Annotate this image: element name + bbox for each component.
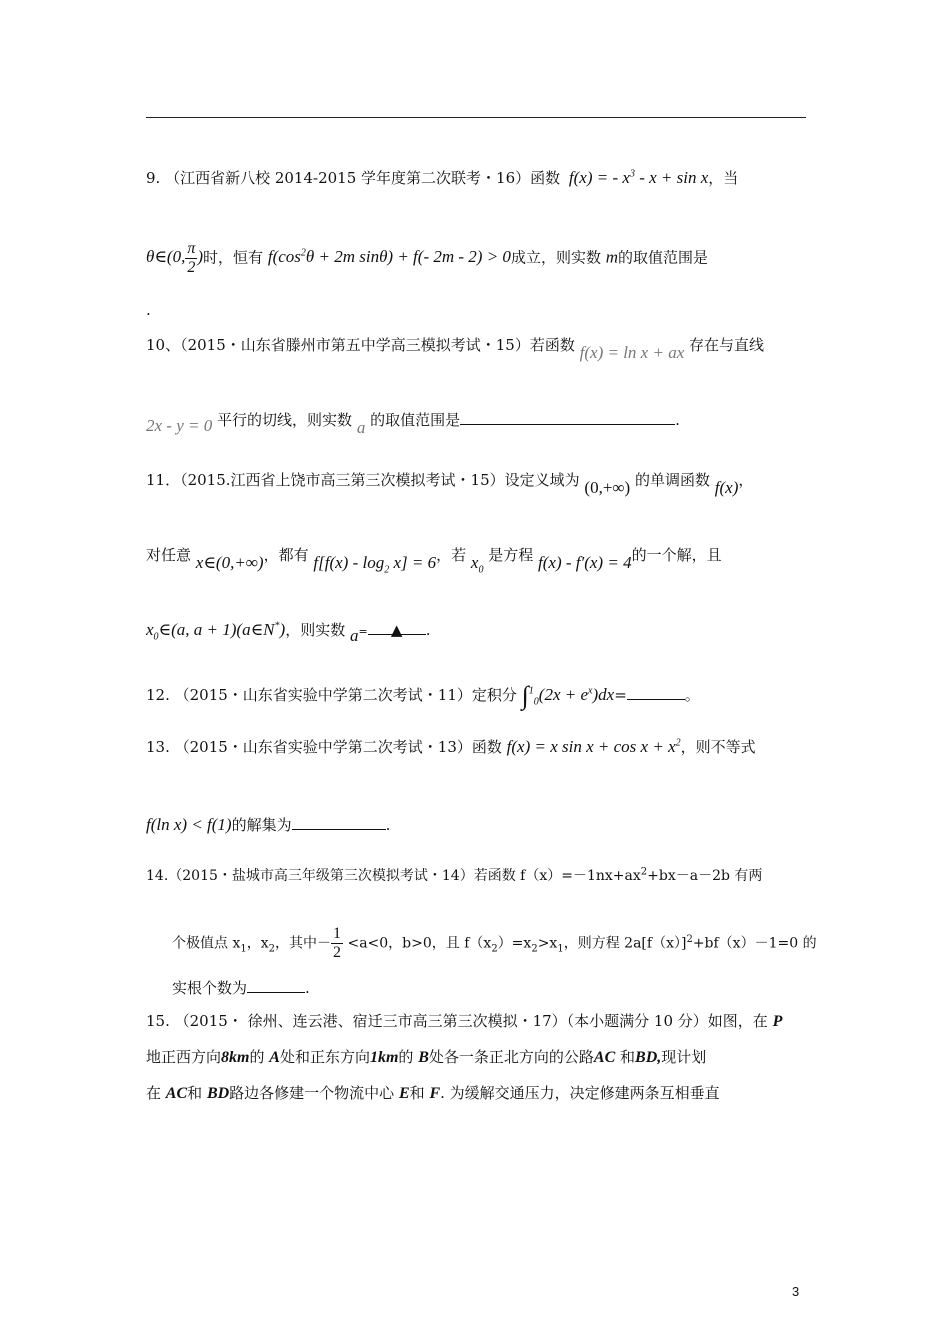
q11-answer-blank[interactable] bbox=[368, 620, 426, 639]
q11-line1: 11．（2015.江西省上饶市高三第三次模拟考试・15）设定义域为 (0,+∞) 的单调函数 f(x)， bbox=[146, 471, 754, 497]
q9-end-dot: . bbox=[146, 301, 151, 319]
q9-inequality: $f(\cos^2\theta + 2m$ sinθ) + f(- 2m - 2) > 0 bbox=[267, 247, 511, 267]
q13-line1: 13. （2015・山东省实验中学第二次考试・13）函数 f(x) = x $\sin x + \cos x + x^2$，则不等式 bbox=[146, 737, 756, 756]
q9-line2: θ∈(0, $\frac{\pi}{2}$ )时，恒有 $f(\cos^2\theta + 2m$ sinθ) + f(- 2m - 2) > 0成立，则实数 m的取值范围是 bbox=[146, 240, 709, 276]
q14-line3: 实根个数为 . bbox=[172, 979, 310, 997]
page-number: 3 bbox=[792, 1284, 800, 1299]
q13-function: f(x) = x $\sin x + \cos x + x^2$ bbox=[506, 737, 681, 756]
triangle-icon: ▲ bbox=[390, 621, 403, 639]
q13-line2: f(ln x) < f(1)的解集为 . bbox=[146, 815, 391, 834]
q15-line2: 地正西方向8km的 A处和正东方向1km的 B处各一条正北方向的公路AC 和BD,现计划 bbox=[146, 1048, 707, 1066]
q14-line2: 个极值点 $x_1$，$x_2$，其中－ $\frac{1}{2}$ <a<0，b>0，且 $f(x_2)=x_2>x_1$，则方程 $2a[f(x)]^2+bf(x)-1=0$ 的 bbox=[172, 925, 817, 961]
q13-answer-blank[interactable] bbox=[292, 815, 386, 830]
q15-line1: 15. （2015・ 徐州、连云港、宿迁三市高三第三次模拟・17）（本小题满分 10 分）如图，在 P bbox=[146, 1012, 783, 1030]
q10-line1: 10、（2015・山东省滕州市第五中学高三模拟考试・15）若函数 f(x) = ln x + ax 存在与直线 bbox=[146, 336, 765, 362]
q14-answer-blank[interactable] bbox=[247, 978, 305, 993]
q9-function: f(x) = - $x^3 - x + \sin x$ bbox=[568, 168, 709, 187]
q12-integral: $\int^1_0(2x + e^x)dx$ bbox=[521, 681, 615, 711]
q11-line3: $x_0\in(a$, a + 1)(a∈N*)，则实数 a= ▲ . bbox=[146, 620, 431, 645]
q10-function: f(x) = ln x + ax bbox=[579, 343, 685, 362]
q10-line2: 2x - y = 0 平行的切线，则实数 a 的取值范围是 . bbox=[146, 411, 680, 437]
q11-line2: 对任意 x∈(0,+∞)，都有 $f[f(x) - \log_2 x] = 6$，若 $x_0$ 是方程 f(x) - f′(x) = 4的一个解，且 bbox=[146, 546, 722, 576]
q15-line3: 在 AC和 BD路边各修建一个物流中心 E和 F. 为缓解交通压力，决定修建两条互相垂直 bbox=[146, 1084, 720, 1102]
q10-answer-blank[interactable] bbox=[460, 410, 675, 425]
q12-line: 12. （2015・山东省实验中学第二次考试・11）定积分 $\int^1_0(2x + e^x)dx=$ 。 bbox=[146, 681, 700, 711]
header-rule bbox=[146, 117, 806, 118]
q12-answer-blank[interactable] bbox=[627, 685, 685, 700]
q9-line1: 9. （江西省新八校 2014-2015 学年度第二次联考・16）函数 f(x) = - $x^3 - x + \sin x$，当 bbox=[146, 168, 739, 187]
q14-line1: 14.（2015・盐城市高三年级第三次模拟考试・14）若函数 $f(x)=-1nx+ax^2+bx-a-2b$ 有两 bbox=[146, 866, 763, 884]
